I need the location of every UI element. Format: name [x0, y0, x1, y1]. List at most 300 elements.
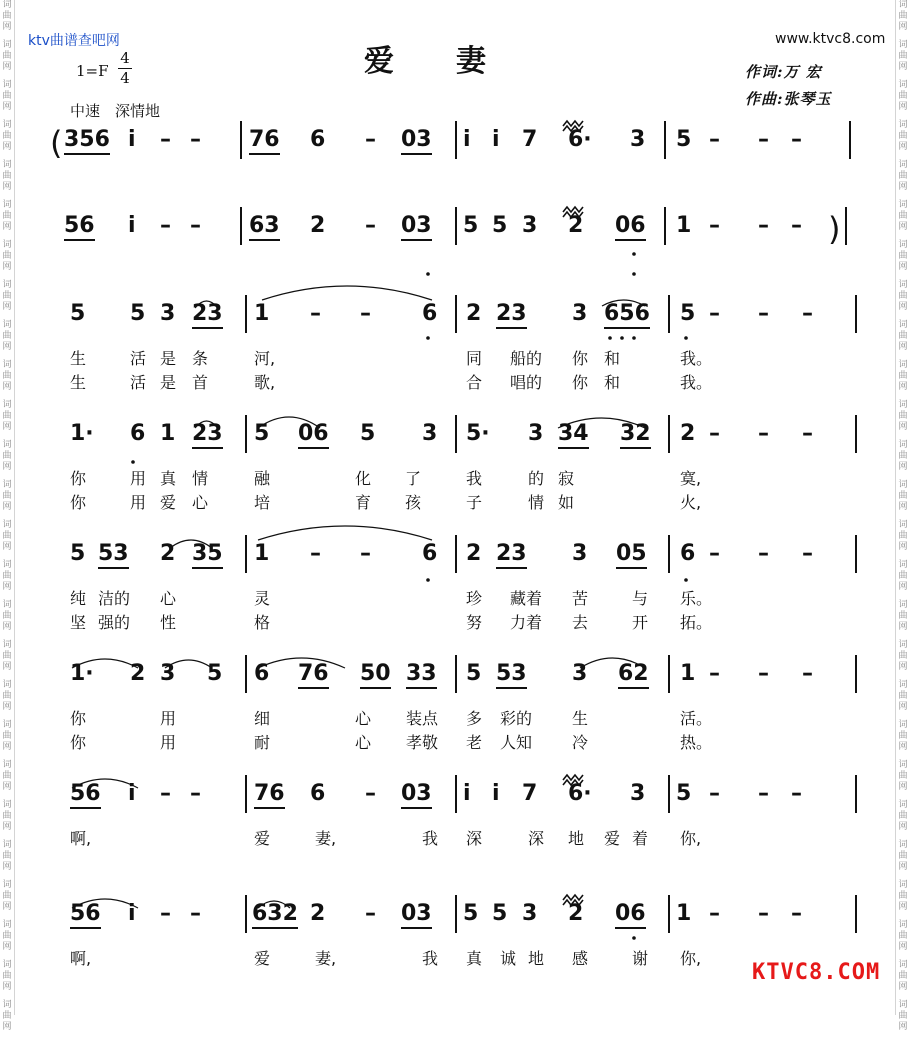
- jianpu-note: 5: [207, 661, 223, 686]
- jianpu-note: –: [709, 661, 720, 686]
- lyric-verse-2: 性: [160, 613, 177, 632]
- open-parenthesis: (: [50, 124, 63, 162]
- jianpu-note: –: [160, 127, 171, 152]
- jianpu-note: 3: [572, 301, 588, 326]
- jianpu-note: –: [365, 127, 376, 152]
- lyric-verse-1: 诚: [500, 949, 517, 968]
- jianpu-note: –: [360, 541, 371, 566]
- jianpu-note: 7: [522, 781, 538, 806]
- lyric-verse-2: 爱: [160, 493, 177, 512]
- lyric-verse-2: 冷: [572, 733, 589, 752]
- lyric-verse-2: 歌,: [254, 373, 276, 392]
- jianpu-note: 1: [254, 541, 270, 566]
- jianpu-note: 23: [192, 302, 223, 329]
- jianpu-note: –: [190, 901, 201, 926]
- jianpu-note: 6: [310, 781, 326, 806]
- jianpu-note: 5: [492, 901, 508, 926]
- lyric-verse-1: 活。: [680, 709, 713, 728]
- lyric-verse-2: 老: [466, 733, 483, 752]
- bar-line: [855, 895, 857, 933]
- lyric-verse-1: 同: [466, 349, 483, 368]
- watermark-text: 词曲网: [2, 520, 12, 552]
- lyric-verse-2: 拓。: [680, 613, 713, 632]
- jianpu-note: i: [128, 901, 136, 926]
- watermark-text: 词曲网: [2, 800, 12, 832]
- jianpu-note: –: [791, 213, 802, 238]
- jianpu-note: 6·: [568, 127, 592, 152]
- lyric-verse-1: 我: [422, 829, 439, 848]
- watermark-text: 词曲网: [898, 0, 908, 32]
- watermark-text: 词曲网: [2, 40, 12, 72]
- lyric-verse-1: 爱: [254, 829, 271, 848]
- jianpu-note: 06: [615, 214, 646, 241]
- lyric-verse-1: 活: [130, 349, 147, 368]
- lyric-verse-1: 妻,: [315, 829, 337, 848]
- jianpu-note: –: [365, 901, 376, 926]
- jianpu-note: 6: [130, 421, 146, 446]
- jianpu-note: 632: [252, 902, 298, 929]
- jianpu-note: –: [758, 301, 769, 326]
- site-name-left[interactable]: ktv曲谱查吧网: [28, 33, 120, 49]
- jianpu-note: –: [160, 901, 171, 926]
- bar-line: [668, 295, 670, 333]
- octave-dot: [684, 578, 688, 582]
- bar-line: [455, 655, 457, 693]
- jianpu-note: 356: [64, 128, 110, 155]
- bar-line: [455, 895, 457, 933]
- watermark-text: 词曲网: [2, 760, 12, 792]
- jianpu-note: 1·: [70, 421, 94, 446]
- right-watermark-strip: [895, 0, 910, 1032]
- jianpu-note: 3: [572, 661, 588, 686]
- jianpu-note: 5: [70, 541, 86, 566]
- lyric-verse-2: 心: [355, 733, 372, 752]
- jianpu-note: –: [360, 301, 371, 326]
- lyric-verse-1: 你: [572, 349, 589, 368]
- watermark-text: 词曲网: [898, 360, 908, 392]
- jianpu-note: 5: [463, 901, 479, 926]
- jianpu-note: 35: [192, 542, 223, 569]
- jianpu-note: i: [128, 781, 136, 806]
- bar-line: [455, 775, 457, 813]
- octave-dot: [632, 252, 636, 256]
- lyric-verse-2: 用: [130, 493, 147, 512]
- watermark-text: 词曲网: [2, 0, 12, 32]
- lyric-verse-1: 珍: [466, 589, 483, 608]
- key-signature: 1=F: [76, 62, 109, 80]
- lyric-verse-1: 灵: [254, 589, 271, 608]
- watermark-text: 词曲网: [2, 960, 12, 992]
- bar-line: [455, 535, 457, 573]
- lyric-verse-1: 我: [422, 949, 439, 968]
- lyric-verse-1: 的: [528, 469, 545, 488]
- watermark-text: 词曲网: [898, 640, 908, 672]
- bar-line: [855, 415, 857, 453]
- lyric-verse-2: 如: [558, 493, 575, 512]
- jianpu-note: 5: [254, 421, 270, 446]
- watermark-text: 词曲网: [2, 200, 12, 232]
- lyric-verse-1: 洁的: [98, 589, 131, 608]
- jianpu-note: 5: [680, 301, 696, 326]
- watermark-text: 词曲网: [898, 920, 908, 952]
- jianpu-note: 5: [466, 661, 482, 686]
- lyric-verse-1: 融: [254, 469, 271, 488]
- jianpu-note: 2: [680, 421, 696, 446]
- lyric-verse-1: 心: [160, 589, 177, 608]
- jianpu-note: 3: [422, 421, 438, 446]
- jianpu-note: –: [310, 541, 321, 566]
- lyric-verse-1: 啊,: [70, 829, 92, 848]
- jianpu-note: 3: [630, 781, 646, 806]
- lyric-verse-1: 感: [572, 949, 589, 968]
- lyric-verse-1: 妻,: [315, 949, 337, 968]
- jianpu-note: –: [758, 213, 769, 238]
- lyric-verse-1: 寂: [558, 469, 575, 488]
- watermark-text: 词曲网: [898, 600, 908, 632]
- bar-line: [455, 295, 457, 333]
- lyric-verse-1: 爱: [254, 949, 271, 968]
- jianpu-note: 3: [572, 541, 588, 566]
- lyric-verse-1: 你: [70, 469, 87, 488]
- lyric-verse-1: 是: [160, 349, 177, 368]
- jianpu-note: 03: [401, 782, 432, 809]
- jianpu-note: 6: [422, 301, 438, 326]
- jianpu-note: 1: [676, 901, 692, 926]
- bar-line: [455, 121, 457, 159]
- octave-dot: [632, 936, 636, 940]
- jianpu-note: 53: [496, 662, 527, 689]
- watermark-text: 词曲网: [2, 240, 12, 272]
- jianpu-note: 2: [310, 213, 326, 238]
- jianpu-note: 3: [522, 901, 538, 926]
- bar-line: [668, 775, 670, 813]
- jianpu-note: 76: [298, 662, 329, 689]
- lyric-verse-1: 用: [160, 709, 177, 728]
- jianpu-note: –: [709, 301, 720, 326]
- lyric-verse-1: 河,: [254, 349, 276, 368]
- time-signature-top: 4: [120, 49, 130, 67]
- octave-dot: [426, 336, 430, 340]
- jianpu-note: 6: [254, 661, 270, 686]
- watermark-text: 词曲网: [2, 840, 12, 872]
- jianpu-note: 5: [676, 781, 692, 806]
- jianpu-note: –: [190, 127, 201, 152]
- jianpu-note: 62: [618, 662, 649, 689]
- lyric-verse-2: 育: [355, 493, 372, 512]
- jianpu-note: –: [365, 781, 376, 806]
- watermark-text: 词曲网: [2, 80, 12, 112]
- jianpu-note: –: [709, 127, 720, 152]
- jianpu-note: 2: [568, 213, 584, 238]
- lyric-verse-2: 格: [254, 613, 271, 632]
- lyric-verse-2: 你: [70, 493, 87, 512]
- lyric-verse-2: 强的: [98, 613, 131, 632]
- lyric-verse-1: 深: [528, 829, 545, 848]
- watermark-text: 词曲网: [898, 240, 908, 272]
- watermark-text: 词曲网: [2, 720, 12, 752]
- jianpu-note: 34: [558, 422, 589, 449]
- jianpu-note: 5·: [466, 421, 490, 446]
- lyric-verse-2: 生: [70, 373, 87, 392]
- bar-line: [855, 295, 857, 333]
- jianpu-note: 3: [160, 661, 176, 686]
- bar-line: [855, 775, 857, 813]
- octave-dot: [632, 272, 636, 276]
- jianpu-note: 656: [604, 302, 650, 329]
- jianpu-note: 56: [64, 214, 95, 241]
- bar-line: [668, 415, 670, 453]
- composer-credit: 作曲:张琴玉: [745, 90, 832, 108]
- watermark-text: 词曲网: [898, 720, 908, 752]
- jianpu-note: 5: [676, 127, 692, 152]
- jianpu-note: 5: [130, 301, 146, 326]
- jianpu-note: 23: [496, 542, 527, 569]
- site-url-right[interactable]: www.ktvc8.com: [775, 31, 886, 47]
- jianpu-note: –: [802, 421, 813, 446]
- octave-dot: [131, 460, 135, 464]
- watermark-text: 词曲网: [2, 680, 12, 712]
- bar-line: [455, 207, 457, 245]
- watermark-text: 词曲网: [898, 1000, 908, 1032]
- watermark-text: 词曲网: [898, 440, 908, 472]
- jianpu-note: –: [709, 541, 720, 566]
- jianpu-note: –: [802, 541, 813, 566]
- jianpu-note: i: [463, 781, 471, 806]
- bar-line: [668, 895, 670, 933]
- jianpu-note: –: [310, 301, 321, 326]
- jianpu-note: 5: [360, 421, 376, 446]
- watermark-text: 词曲网: [2, 480, 12, 512]
- octave-dot: [608, 336, 612, 340]
- bar-line: [455, 415, 457, 453]
- jianpu-note: 1: [676, 213, 692, 238]
- jianpu-note: 06: [298, 422, 329, 449]
- lyric-verse-1: 和: [604, 349, 621, 368]
- lyric-verse-2: 人知: [500, 733, 533, 752]
- lyric-verse-1: 装点: [406, 709, 439, 728]
- bar-line: [664, 207, 666, 245]
- lyric-verse-2: 唱的: [510, 373, 543, 392]
- jianpu-note: –: [709, 421, 720, 446]
- lyric-verse-1: 乐。: [680, 589, 713, 608]
- lyric-verse-1: 细: [254, 709, 271, 728]
- lyric-verse-1: 爱: [604, 829, 621, 848]
- lyric-verse-2: 和: [604, 373, 621, 392]
- time-signature: [118, 50, 132, 87]
- watermark-text: 词曲网: [2, 120, 12, 152]
- lyric-verse-2: 子: [466, 493, 483, 512]
- watermark-text: 词曲网: [898, 160, 908, 192]
- jianpu-note: 03: [401, 902, 432, 929]
- jianpu-note: 6·: [568, 781, 592, 806]
- jianpu-note: 05: [616, 542, 647, 569]
- lyric-verse-1: 你: [70, 709, 87, 728]
- jianpu-note: 5: [70, 301, 86, 326]
- lyric-verse-1: 你,: [680, 829, 702, 848]
- watermark-text: 词曲网: [2, 400, 12, 432]
- watermark-text: 词曲网: [898, 80, 908, 112]
- lyric-verse-2: 心: [192, 493, 209, 512]
- lyric-verse-1: 生: [70, 349, 87, 368]
- watermark-text: 词曲网: [898, 480, 908, 512]
- lyric-verse-2: 你: [70, 733, 87, 752]
- song-title: 爱妻: [364, 44, 548, 79]
- jianpu-note: –: [160, 213, 171, 238]
- jianpu-note: –: [365, 213, 376, 238]
- jianpu-note: 2: [310, 901, 326, 926]
- lyric-verse-1: 了: [405, 469, 422, 488]
- lyric-verse-1: 用: [130, 469, 147, 488]
- watermark-text: 词曲网: [2, 1000, 12, 1032]
- lyric-verse-2: 是: [160, 373, 177, 392]
- lyric-verse-2: 去: [572, 613, 589, 632]
- jianpu-note: –: [758, 541, 769, 566]
- lyric-verse-2: 热。: [680, 733, 713, 752]
- octave-dot: [426, 578, 430, 582]
- jianpu-note: 7: [522, 127, 538, 152]
- lyric-verse-2: 坚: [70, 613, 87, 632]
- jianpu-note: 23: [192, 422, 223, 449]
- jianpu-note: 06: [615, 902, 646, 929]
- jianpu-note: –: [758, 781, 769, 806]
- lyric-verse-1: 我。: [680, 349, 713, 368]
- jianpu-note: –: [758, 901, 769, 926]
- lyric-verse-1: 着: [632, 829, 649, 848]
- watermark-text: 词曲网: [2, 280, 12, 312]
- slur-arc: [258, 526, 432, 540]
- jianpu-note: i: [128, 127, 136, 152]
- jianpu-note: –: [802, 301, 813, 326]
- lyric-verse-2: 努: [466, 613, 483, 632]
- bar-line: [664, 121, 666, 159]
- bar-line: [245, 295, 247, 333]
- jianpu-note: 2: [568, 901, 584, 926]
- bar-line: [855, 535, 857, 573]
- jianpu-note: 3: [630, 127, 646, 152]
- lyric-verse-1: 苦: [572, 589, 589, 608]
- jianpu-note: 76: [249, 128, 280, 155]
- bar-line: [245, 895, 247, 933]
- jianpu-note: 6: [422, 541, 438, 566]
- watermark-text: 词曲网: [2, 600, 12, 632]
- jianpu-note: 5: [492, 213, 508, 238]
- watermark-text: 词曲网: [2, 440, 12, 472]
- jianpu-note: 2: [466, 301, 482, 326]
- watermark-text: 词曲网: [2, 560, 12, 592]
- watermark-text: 词曲网: [898, 400, 908, 432]
- jianpu-note: 63: [249, 214, 280, 241]
- jianpu-note: 56: [70, 902, 101, 929]
- lyric-verse-1: 我: [466, 469, 483, 488]
- watermark-text: 词曲网: [2, 320, 12, 352]
- lyric-verse-1: 条: [192, 349, 209, 368]
- octave-dot: [620, 336, 624, 340]
- lyric-verse-1: 啊,: [70, 949, 92, 968]
- slur-arc: [262, 286, 432, 300]
- bar-line: [240, 121, 242, 159]
- lyric-verse-2: 首: [192, 373, 209, 392]
- lyric-verse-2: 我。: [680, 373, 713, 392]
- lyric-verse-1: 地: [528, 949, 545, 968]
- lyric-verse-2: 孝敬: [406, 733, 439, 752]
- lyric-verse-2: 孩: [405, 493, 422, 512]
- lyric-verse-1: 藏着: [510, 589, 543, 608]
- lyric-verse-1: 情: [192, 469, 209, 488]
- octave-dot: [632, 336, 636, 340]
- lyric-verse-1: 彩的: [500, 709, 533, 728]
- watermark-text: 词曲网: [898, 680, 908, 712]
- lyric-verse-1: 地: [568, 829, 585, 848]
- jianpu-note: i: [492, 127, 500, 152]
- close-parenthesis: ): [828, 210, 841, 248]
- lyric-verse-2: 培: [254, 493, 271, 512]
- watermark-text: 词曲网: [2, 360, 12, 392]
- jianpu-note: 5: [463, 213, 479, 238]
- watermark-text: 词曲网: [898, 880, 908, 912]
- lyric-verse-1: 寞,: [680, 469, 702, 488]
- jianpu-note: 23: [496, 302, 527, 329]
- bar-line: [245, 415, 247, 453]
- jianpu-note: 2: [130, 661, 146, 686]
- jianpu-note: –: [758, 661, 769, 686]
- watermark-text: 词曲网: [2, 160, 12, 192]
- time-signature-bottom: 4: [120, 69, 130, 87]
- lyric-verse-2: 用: [160, 733, 177, 752]
- lyric-verse-2: 耐: [254, 733, 271, 752]
- jianpu-note: i: [128, 213, 136, 238]
- jianpu-note: i: [463, 127, 471, 152]
- lyric-verse-2: 火,: [680, 493, 702, 512]
- lyric-verse-1: 化: [355, 469, 372, 488]
- lyric-verse-2: 你: [572, 373, 589, 392]
- watermark-text: 词曲网: [898, 120, 908, 152]
- lyric-verse-1: 深: [466, 829, 483, 848]
- jianpu-note: 2: [466, 541, 482, 566]
- ktvc8-logo[interactable]: KTVC8.COM: [752, 960, 881, 985]
- watermark-text: 词曲网: [898, 40, 908, 72]
- watermark-text: 词曲网: [898, 200, 908, 232]
- jianpu-note: –: [709, 781, 720, 806]
- bar-line: [668, 535, 670, 573]
- octave-dot: [426, 272, 430, 276]
- bar-line: [245, 535, 247, 573]
- bar-line: [245, 655, 247, 693]
- jianpu-note: –: [791, 901, 802, 926]
- lyric-verse-1: 真: [160, 469, 177, 488]
- jianpu-note: 1: [160, 421, 176, 446]
- jianpu-note: 32: [620, 422, 651, 449]
- watermark-text: 词曲网: [898, 560, 908, 592]
- bar-line: [845, 207, 847, 245]
- watermark-text: 词曲网: [898, 320, 908, 352]
- jianpu-note: 03: [401, 214, 432, 241]
- watermark-text: 词曲网: [898, 280, 908, 312]
- bar-line: [668, 655, 670, 693]
- jianpu-note: –: [758, 127, 769, 152]
- watermark-text: 词曲网: [898, 800, 908, 832]
- jianpu-note: 1: [254, 301, 270, 326]
- watermark-text: 词曲网: [2, 880, 12, 912]
- jianpu-note: –: [160, 781, 171, 806]
- jianpu-note: –: [190, 213, 201, 238]
- lyric-verse-1: 纯: [70, 589, 87, 608]
- lyric-verse-1: 心: [355, 709, 372, 728]
- jianpu-note: –: [709, 901, 720, 926]
- watermark-text: 词曲网: [898, 520, 908, 552]
- octave-dot: [684, 336, 688, 340]
- jianpu-note: –: [791, 781, 802, 806]
- jianpu-note: –: [709, 213, 720, 238]
